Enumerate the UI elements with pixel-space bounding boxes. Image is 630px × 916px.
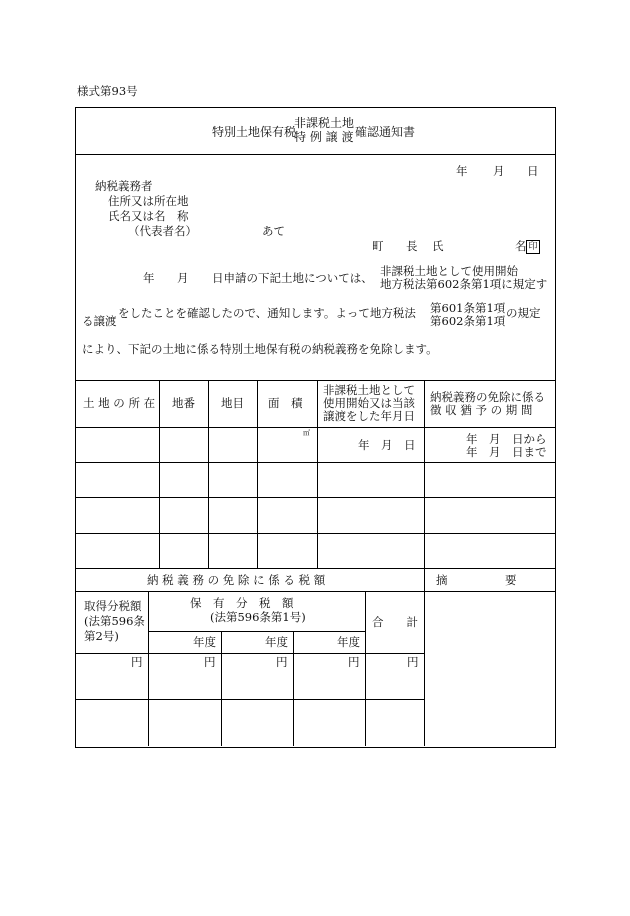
form-number: 様式第93号 (77, 84, 138, 98)
issuer-name: 名 (515, 239, 527, 253)
table1-col-border (208, 380, 209, 568)
fiscal-year-label: 年度 (193, 635, 216, 649)
body-stack-2-top: 第601条第1項 (430, 301, 506, 315)
table1-col-border (424, 380, 425, 568)
table2-col-border (148, 591, 149, 746)
body-month: 月 (177, 271, 189, 285)
fiscal-year-label: 年度 (337, 635, 360, 649)
row1-grace-from: 年 月 日から (466, 432, 547, 446)
table2-row-border (75, 699, 425, 700)
body-text-2-start: る譲渡 (82, 314, 117, 328)
recipient-name-label: 氏名又は名 称 (108, 209, 189, 223)
area-unit: ㎡ (303, 429, 310, 437)
row1-grace-to: 年 月 日まで (466, 445, 547, 459)
body-stack-1-top: 非課税土地として使用開始 (380, 264, 518, 278)
body-year: 年 (143, 271, 155, 285)
table2-col-border (365, 591, 366, 746)
title-prefix: 特別土地保有税 (212, 125, 297, 139)
hoyu-subheader-border (148, 631, 366, 632)
body-stack-2-bottom: 第602条第1項 (430, 314, 506, 328)
title-divider (75, 154, 555, 155)
acquisition-tax-line-2: (法第596条 (84, 614, 145, 628)
table1-row-border (75, 533, 555, 534)
body-text-1: 日申請の下記土地については、 (212, 271, 373, 285)
row1-date: 年 月 日 (358, 438, 416, 452)
table1-col-border (317, 380, 318, 568)
yen-unit: 円 (348, 655, 360, 669)
table2-col-border (293, 631, 294, 746)
holding-tax-line-1: 保 有 分 税 額 (190, 596, 294, 610)
recipient-heading: 納税義務者 (95, 179, 153, 193)
header-area: 面 積 (268, 396, 303, 410)
date-year: 年 (456, 164, 468, 178)
title-stack-top: 非課税土地 (294, 116, 355, 130)
table2-remarks-border (424, 568, 425, 746)
recipient-address-label: 住所又は所在地 (108, 194, 189, 208)
remarks-header: 摘 要 (436, 573, 517, 587)
acquisition-tax-line-3: 第2号) (84, 629, 119, 643)
body-text-2: をしたことを確認したので、通知します。よって地方税法 (118, 306, 416, 320)
header-date-line-1: 非課税土地として (323, 383, 415, 397)
table2-row-border (75, 653, 425, 654)
body-text-3: により、下記の土地に係る特別土地保有税の納税義務を免除します。 (82, 342, 438, 356)
table1-bottom-border (75, 568, 555, 569)
header-date-line-2: 使用開始又は当該 (323, 396, 415, 410)
recipient-ate: あて (262, 224, 285, 238)
header-grace-line-2: 徴 収 猶 予 の 期 間 (430, 403, 533, 417)
date-day: 日 (527, 164, 539, 178)
yen-unit: 円 (407, 655, 419, 669)
table2-header: 納 税 義 務 の 免 除 に 係 る 税 額 (147, 573, 326, 587)
yen-unit: 円 (276, 655, 288, 669)
table1-header-border (75, 427, 555, 428)
issuer-chief: 長 (406, 239, 418, 253)
recipient-rep-label: （代表者名） (128, 224, 197, 238)
table2-col-border (221, 631, 222, 746)
holding-tax-line-2: (法第596条第1号) (210, 610, 306, 624)
table1-row-border (75, 497, 555, 498)
table1-col-border (159, 380, 160, 568)
date-month: 月 (493, 164, 505, 178)
header-lot-number: 地番 (172, 396, 195, 410)
acquisition-tax-line-1: 取得分税額 (84, 599, 142, 613)
header-date-line-3: 譲渡をした年月日 (323, 409, 415, 423)
yen-unit: 円 (204, 655, 216, 669)
yen-unit: 円 (131, 655, 143, 669)
header-land-category: 地目 (221, 396, 244, 410)
body-text-2-end: の規定 (506, 306, 541, 320)
table1-row-border (75, 462, 555, 463)
seal-icon: 印 (526, 240, 540, 254)
title-stack-bottom: 特 例 譲 渡 (294, 130, 354, 144)
issuer-town: 町 (372, 239, 384, 253)
issuer-shi: 氏 (432, 239, 444, 253)
total-header: 合 計 (372, 615, 418, 629)
header-land-location: 土 地 の 所 在 (83, 396, 156, 410)
fiscal-year-label: 年度 (265, 635, 288, 649)
table1-top-border (75, 380, 555, 381)
table2-header-border (75, 591, 555, 592)
body-stack-1-bottom: 地方税法第602条第1項に規定す (380, 277, 548, 291)
title-suffix: 確認通知書 (355, 125, 416, 139)
table1-col-border (257, 380, 258, 568)
header-grace-line-1: 納税義務の免除に係る (430, 390, 545, 404)
